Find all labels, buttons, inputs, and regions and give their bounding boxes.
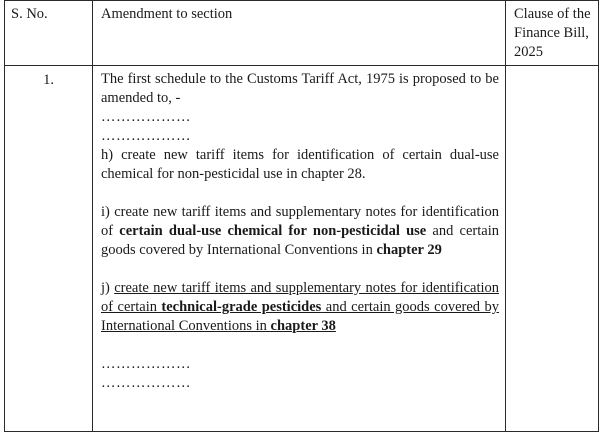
item-i-chapter: chapter 29	[376, 242, 442, 258]
intro-text: The first schedule to the Customs Tariff Act, 1975 is proposed to be amended to, -	[101, 71, 499, 106]
header-amendment: Amendment to section	[93, 1, 506, 66]
ellipsis-line: ………………	[101, 109, 191, 125]
item-j-label: j)	[101, 280, 115, 296]
item-i-text	[101, 203, 499, 260]
ellipsis-line: ………………	[101, 356, 191, 372]
ellipsis-line: ………………	[101, 128, 191, 144]
header-clause: Clause of the Finance Bill, 2025	[506, 1, 599, 66]
amendment-table	[4, 0, 599, 432]
item-j-bold-phrase: technical-grade pesticides	[161, 299, 322, 315]
table-row	[5, 66, 599, 432]
row-amendment-content	[93, 66, 506, 432]
header-sno: S. No.	[5, 1, 93, 66]
item-j-mid: and certain goods covered by International Conventions in	[101, 299, 499, 334]
table-header-row	[5, 1, 599, 66]
item-h-text: h) create new tariff items for identification of certain dual-use chemical for non-pesticidal use in chapter 28.	[101, 147, 499, 182]
row-clause	[506, 66, 599, 432]
item-i-mid: and certain goods covered by International Conventions in	[101, 223, 499, 258]
item-j-prefix: create new tariff items and supplementary notes for identification of certain	[101, 280, 500, 315]
item-i-prefix: i) create new tariff items and supplementary notes for identification of	[101, 204, 499, 239]
item-j-text	[101, 279, 499, 336]
ellipsis-line: ………………	[101, 375, 191, 391]
row-sno: 1.	[5, 66, 93, 432]
item-j-chapter: chapter 38	[270, 318, 336, 334]
item-i-bold-phrase: certain dual-use chemical for non-pesticidal use	[119, 223, 427, 239]
